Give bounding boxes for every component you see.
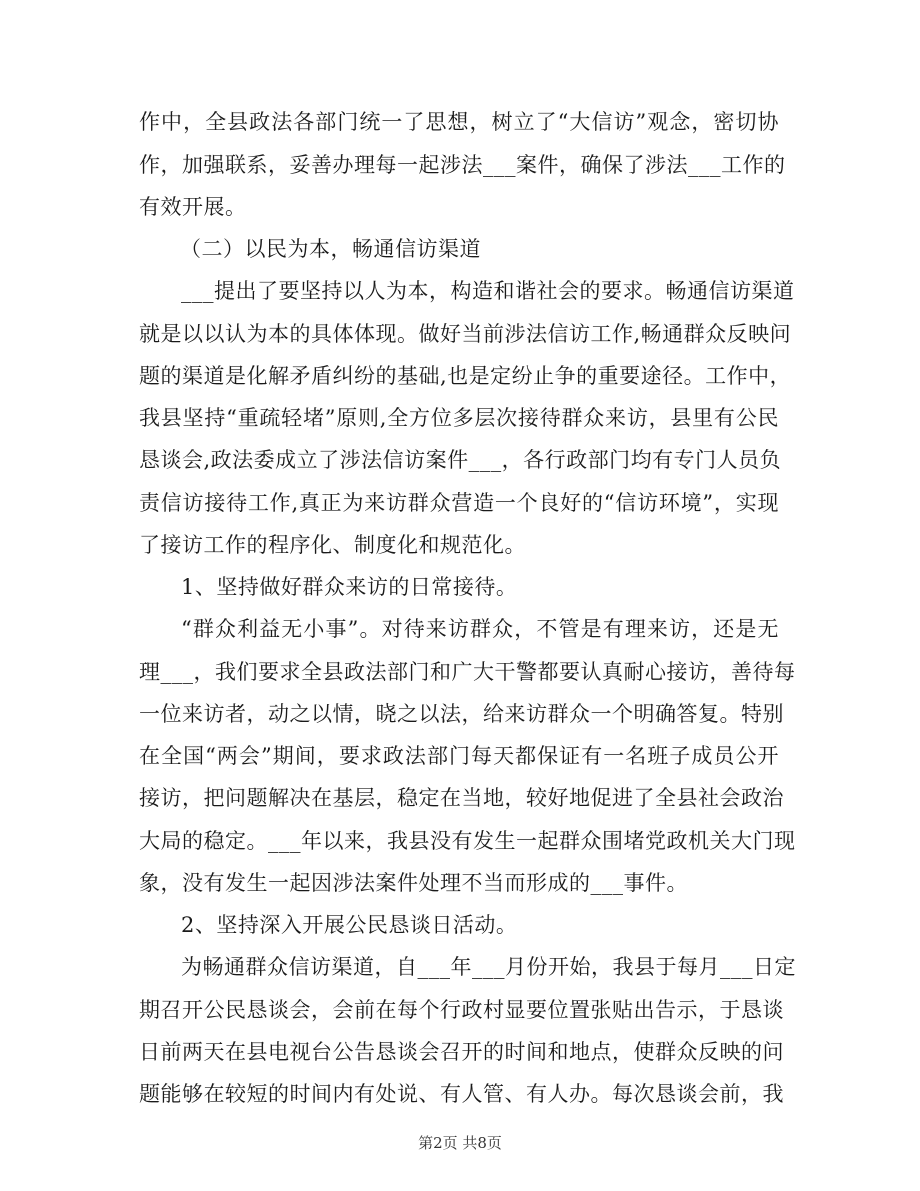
text-line-8: 我县坚持“重疏轻堵”原则,全方位多层次接待群众来访，县里有公民 xyxy=(139,406,779,430)
text-line-17: 接访，把问题解决在基层，稳定在当地，较好地促进了全县社会政治 xyxy=(139,786,784,810)
text-line-1: 作中，全县政法各部门统一了思想，树立了“大信访”观念，密切协 xyxy=(139,110,779,134)
section-heading: （二）以民为本，畅通信访渠道 xyxy=(180,237,481,261)
text-line-18: 大局的稳定。___年以来，我县没有发生一起群众围堵党政机关大门现 xyxy=(139,829,796,853)
text-line-7: 题的渠道是化解矛盾纠纷的基础,也是定纷止争的重要途径。工作中， xyxy=(139,364,792,388)
page-number: 第2页 共8页 xyxy=(418,1134,502,1152)
text-line-16: 在全国“两会”期间，要求政法部门每天都保证有一名班子成员公开 xyxy=(139,744,779,768)
text-line-6: 就是以以认为本的具体体现。做好当前涉法信访工作,畅通群众反映问 xyxy=(139,322,792,346)
text-line-10: 责信访接待工作,真正为来访群众营造一个良好的“信访环境”，实现 xyxy=(139,491,779,515)
text-line-15: 一位来访者，动之以情，晓之以法，给来访群众一个明确答复。特别 xyxy=(139,702,784,726)
text-line-14: 理___，我们要求全县政法部门和广大干警都要认真耐心接访，善待每 xyxy=(139,660,796,684)
text-line-5: ___提出了要坚持以人为本，构造和谐社会的要求。畅通信访渠道 xyxy=(181,279,795,303)
text-line-11: 了接访工作的程序化、制度化和规范化。 xyxy=(139,533,526,557)
text-line-24: 题能够在较短的时间内有处说、有人管、有人办。每次恳谈会前，我 xyxy=(139,1082,784,1106)
list-item-2-heading: 2、坚持深入开展公民恳谈日活动。 xyxy=(181,913,518,937)
text-line-19: 象，没有发生一起因涉法案件处理不当而形成的___事件。 xyxy=(139,871,688,895)
text-line-9: 恳谈会,政法委成立了涉法信访案件___，各行政部门均有专门人员负 xyxy=(139,448,782,472)
list-item-1-heading: 1、坚持做好群众来访的日常接待。 xyxy=(181,575,518,599)
text-line-3: 有效开展。 xyxy=(139,195,247,219)
text-line-22: 期召开公民恳谈会，会前在每个行政村显要位置张贴出告示，于恳谈 xyxy=(139,998,784,1022)
text-line-23: 日前两天在县电视台公告恳谈会召开的时间和地点，使群众反映的问 xyxy=(139,1040,784,1064)
text-line-2: 作，加强联系，妥善办理每一起涉法___案件，确保了涉法___工作的 xyxy=(139,153,786,177)
text-line-13: “群众利益无小事”。对待来访群众，不管是有理来访，还是无 xyxy=(181,617,779,641)
text-line-21: 为畅通群众信访渠道，自___年___月份开始，我县于每月___日定 xyxy=(181,955,796,979)
